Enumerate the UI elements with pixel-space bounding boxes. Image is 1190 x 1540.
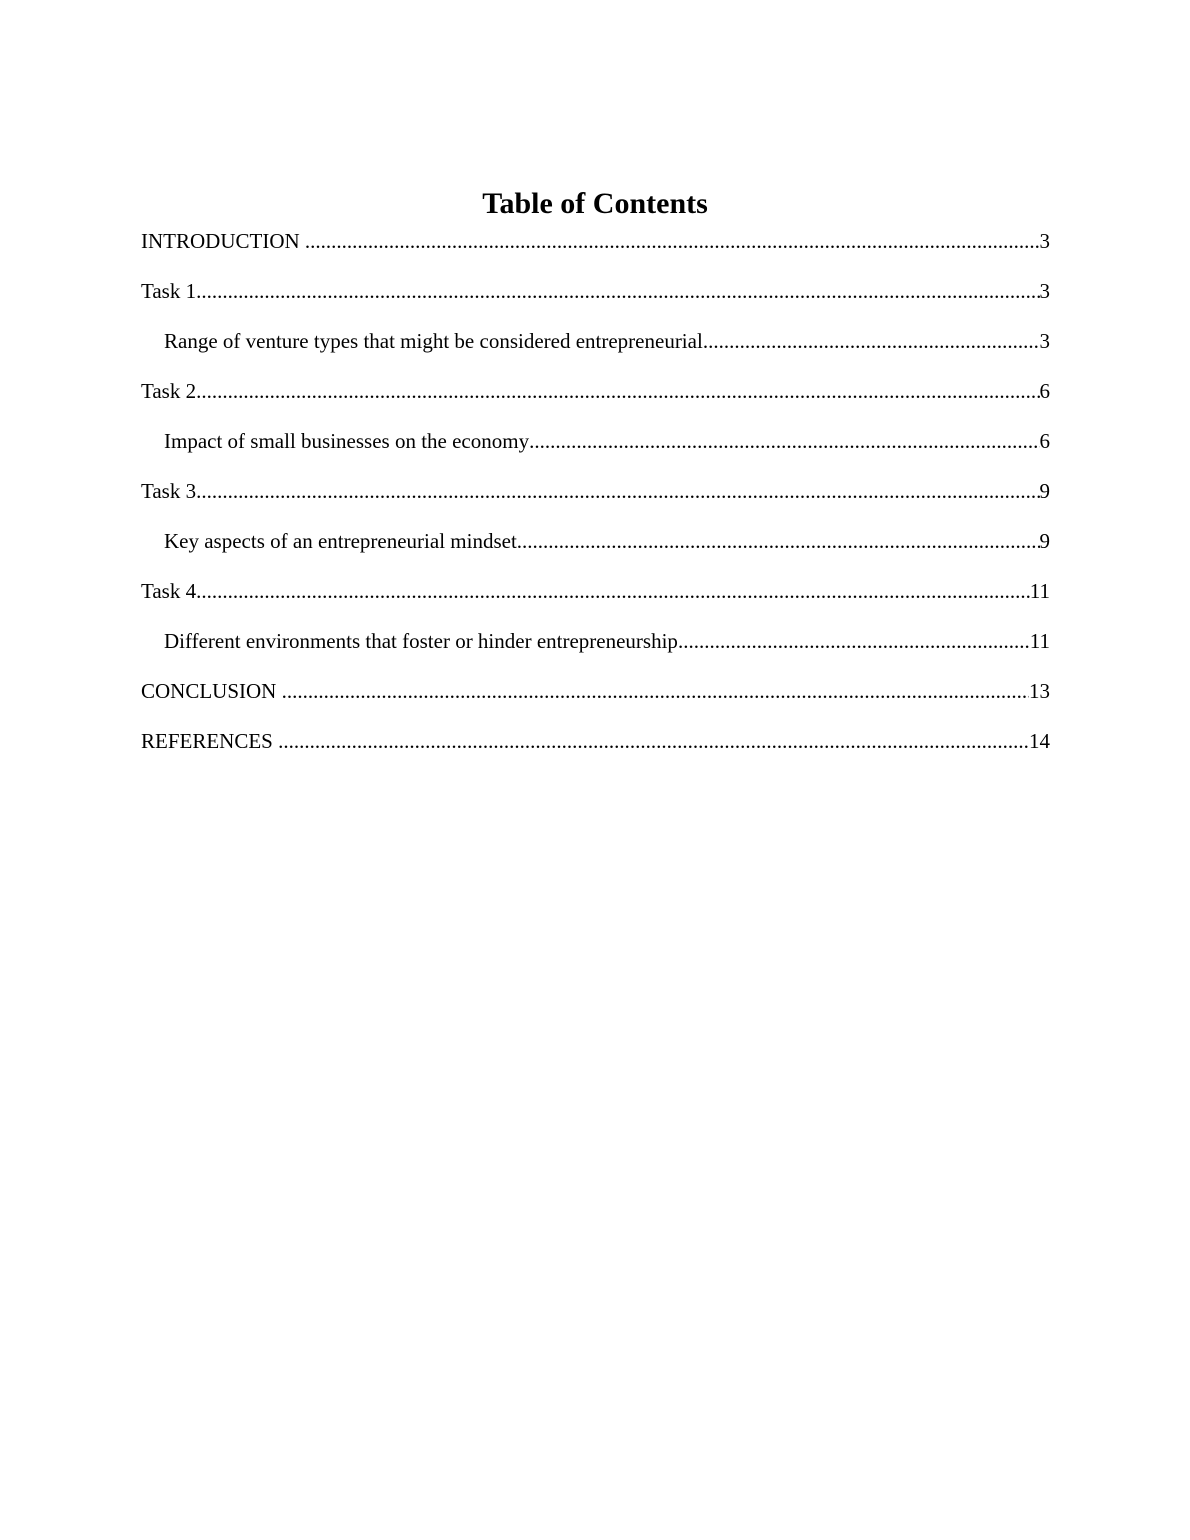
toc-entry-label: Key aspects of an entrepreneurial mindset bbox=[164, 529, 517, 553]
toc-entry-label: Different environments that foster or hinder entrepreneurship bbox=[164, 629, 678, 653]
toc-entry-label: REFERENCES bbox=[141, 729, 279, 753]
toc-entry-label: Task 3 bbox=[141, 479, 197, 503]
toc-entry-label: Task 2 bbox=[141, 379, 197, 403]
toc-entry-page: 11 bbox=[1029, 579, 1050, 603]
dot-leader bbox=[196, 476, 1039, 506]
toc-entry-page: 9 bbox=[1039, 479, 1050, 503]
dot-leader bbox=[196, 276, 1039, 306]
toc-entry-label: Task 4 bbox=[141, 579, 197, 603]
dot-leader bbox=[305, 226, 1040, 256]
toc-entry-small-businesses[interactable] bbox=[141, 426, 1050, 476]
dot-leader bbox=[517, 526, 1040, 556]
toc-title: Table of Contents bbox=[482, 187, 708, 220]
toc-entry-page: 3 bbox=[1039, 229, 1050, 253]
toc-entry-page: 11 bbox=[1029, 629, 1050, 653]
dot-leader bbox=[678, 626, 1030, 656]
toc-entry-introduction[interactable] bbox=[141, 226, 1050, 276]
dot-leader bbox=[196, 576, 1030, 606]
toc-entry-task-4[interactable] bbox=[141, 576, 1050, 626]
toc-entry-label: INTRODUCTION bbox=[141, 229, 305, 253]
toc-entry-label: CONCLUSION bbox=[141, 679, 282, 703]
toc-entry-task-2[interactable] bbox=[141, 376, 1050, 426]
toc-entry-page: 9 bbox=[1039, 529, 1050, 553]
dot-leader bbox=[282, 676, 1029, 706]
dot-leader bbox=[278, 726, 1029, 756]
toc-entry-page: 14 bbox=[1029, 729, 1050, 753]
toc-entry-page: 3 bbox=[1039, 329, 1050, 353]
toc-entry-page: 6 bbox=[1039, 379, 1050, 403]
toc-entry-entrepreneurial-mindset[interactable] bbox=[141, 526, 1050, 576]
toc-entry-label: Range of venture types that might be considered entrepreneurial bbox=[164, 329, 703, 353]
toc-entry-references[interactable] bbox=[141, 726, 1050, 776]
toc-entry-page: 13 bbox=[1029, 679, 1050, 703]
toc-entry-page: 6 bbox=[1039, 429, 1050, 453]
toc-entry-page: 3 bbox=[1039, 279, 1050, 303]
toc-entry-label: Task 1 bbox=[141, 279, 197, 303]
dot-leader bbox=[703, 326, 1040, 356]
toc-entry-venture-types[interactable] bbox=[141, 326, 1050, 376]
toc-list bbox=[141, 226, 1050, 776]
toc-entry-environments[interactable] bbox=[141, 626, 1050, 676]
toc-entry-label: Impact of small businesses on the economy bbox=[164, 429, 530, 453]
toc-entry-conclusion[interactable] bbox=[141, 676, 1050, 726]
toc-entry-task-1[interactable] bbox=[141, 276, 1050, 326]
dot-leader bbox=[529, 426, 1039, 456]
toc-entry-task-3[interactable] bbox=[141, 476, 1050, 526]
dot-leader bbox=[196, 376, 1039, 406]
